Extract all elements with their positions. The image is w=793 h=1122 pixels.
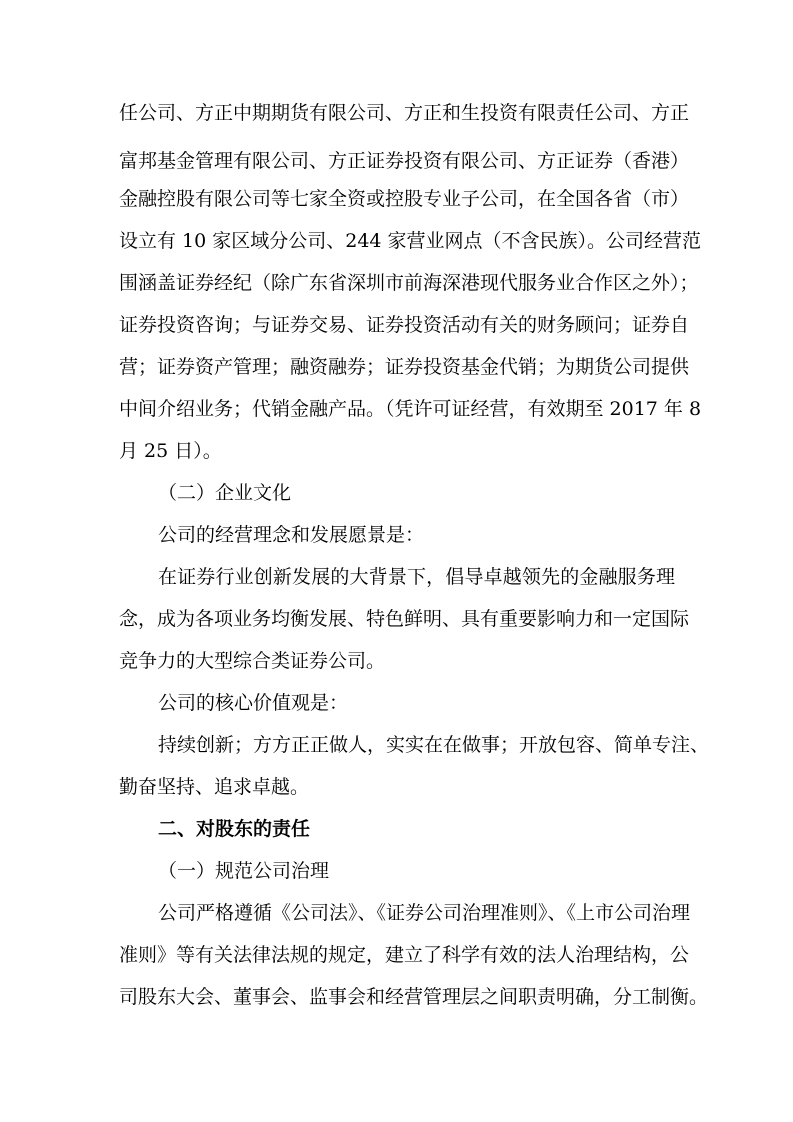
body-text-line: 月 25 日）。 — [119, 440, 222, 462]
section-subheading: （二）企业文化 — [158, 482, 292, 504]
body-text-line: 营；证券资产管理；融资融券；证券投资基金代销；为期货公司提供 — [119, 356, 690, 378]
body-text-line: 在证券行业创新发展的大背景下，倡导卓越领先的金融服务理 — [158, 566, 675, 588]
body-text-line: 司股东大会、董事会、监事会和经营管理层之间职责明确，分工制衡。 — [119, 986, 709, 1008]
body-text-line: 持续创新；方方正正做人，实实在在做事；开放包容、简单专注、 — [158, 734, 710, 756]
body-text-line: 竞争力的大型综合类证券公司。 — [119, 650, 386, 672]
body-text-line: 任公司、方正中期期货有限公司、方正和生投资有限责任公司、方正 — [119, 102, 690, 124]
section-subheading: （一）规范公司治理 — [158, 860, 330, 882]
body-text-line: 富邦基金管理有限公司、方正证券投资有限公司、方正证券（香港） — [119, 150, 690, 172]
body-text-line: 金融控股有限公司等七家全资或控股专业子公司，在全国各省（市） — [119, 188, 690, 210]
body-text-line: 证券投资咨询；与证券交易、证券投资活动有关的财务顾问；证券自 — [119, 314, 690, 336]
body-text-line: 勤奋坚持、追求卓越。 — [119, 776, 310, 798]
section-heading: 二、对股东的责任 — [158, 818, 311, 840]
body-text-line: 公司严格遵循《公司法》、《证券公司治理准则》、《上市公司治理 — [158, 902, 691, 924]
body-text-line: 中间介绍业务；代销金融产品。（凭许可证经营，有效期至 2017 年 8 — [119, 398, 702, 420]
body-text-line: 围涵盖证券经纪（除广东省深圳市前海深港现代服务业合作区之外）； — [119, 272, 699, 294]
body-text-line: 准则》等有关法律法规的规定，建立了科学有效的法人治理结构，公 — [119, 944, 690, 966]
body-text-line: 公司的核心价值观是： — [158, 692, 349, 714]
body-text-line: 设立有 10 家区域分公司、244 家营业网点（不含民族）。公司经营范 — [119, 230, 702, 252]
body-text-line: 念，成为各项业务均衡发展、特色鲜明、具有重要影响力和一定国际 — [119, 608, 690, 630]
body-text-line: 公司的经营理念和发展愿景是： — [158, 524, 425, 546]
